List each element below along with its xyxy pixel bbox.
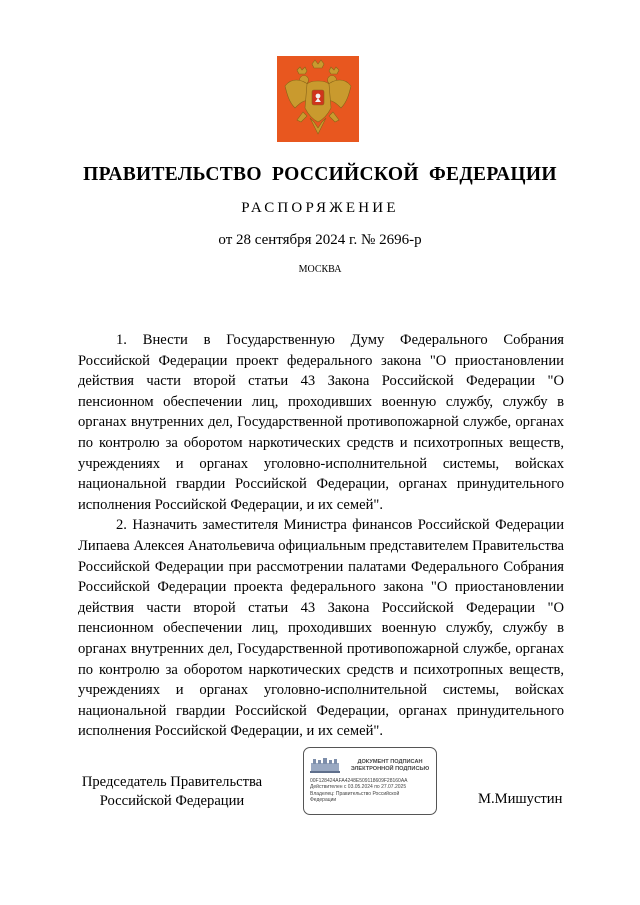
stamp-details: [310, 778, 434, 804]
signer-position-line-2: Российской Федерации: [99, 793, 245, 809]
stamp-owner-line-2: Федерации: [310, 797, 337, 804]
document-date-number: от 28 сентября 2024 г. № 2696-р: [218, 232, 422, 248]
paragraph-1: 1. Внести в Государственную Думу Федерального Собрания Российской Федерации проект федерального закона "О приостановлении действия части второй статьи 43 Закона Российской Федерации "О пенсионном обеспечении лиц, проходивших военную службу, службу в органах внутренних дел, Государственной противопожарной службе, органах по контролю за оборотом наркотических средств и психотропных веществ, учреждениях и органах уголовно-исполнительной системы, войсках национальной гвардии Российской Федерации, органах принудительного исполнения Российской Федерации, и их семей".: [78, 332, 564, 513]
signer-name: М.Мишустин: [478, 791, 563, 807]
stamp-validity: Действителен с 03.05.2024 по 27.07.2025: [310, 784, 407, 791]
page-title: ПРАВИТЕЛЬСТВО РОССИЙСКОЙ ФЕДЕРАЦИИ: [83, 164, 557, 185]
document-city: МОСКВА: [298, 264, 342, 275]
stamp-heading: [344, 759, 436, 773]
document-body: [78, 330, 564, 742]
stamp-heading-line-1: ДОКУМЕНТ ПОДПИСАН: [357, 759, 423, 765]
stamp-heading-line-2: ЭЛЕКТРОННОЙ ПОДПИСЬЮ: [350, 766, 430, 772]
coat-of-arms-emblem: [277, 56, 359, 142]
signer-position: [66, 773, 278, 811]
signer-position-line-1: Председатель Правительства: [81, 774, 263, 790]
electronic-signature-stamp: [303, 747, 437, 815]
paragraph-2: 2. Назначить заместителя Министра финансов Российской Федерации Липаева Алексея Анатольевича официальным представителем Правительства Российской Федерации при рассмотрении палатами Федерального Собрания Российской Федерации проекта федерального закона "О приостановлении действия части второй статьи 43 Закона Российской Федерации "О пенсионном обеспечении лиц, проходивших военную службу, службу в органах внутренних дел, Государственной противопожарной службе, органах по контролю за оборотом наркотических средств и психотропных веществ, учреждениях и органах уголовно-исполнительной системы, войсках национальной гвардии Российской Федерации, органах принудительного исполнения Российской Федерации, и их семей".: [78, 517, 564, 740]
stamp-certificate: 00F128424AFA4248E509118609F28160AA: [310, 778, 408, 784]
stamp-owner-line-1: Владелец: Правительство Российской: [310, 790, 400, 797]
document-type: РАСПОРЯЖЕНИЕ: [241, 200, 399, 216]
stamp-emblem-icon: [310, 757, 340, 773]
